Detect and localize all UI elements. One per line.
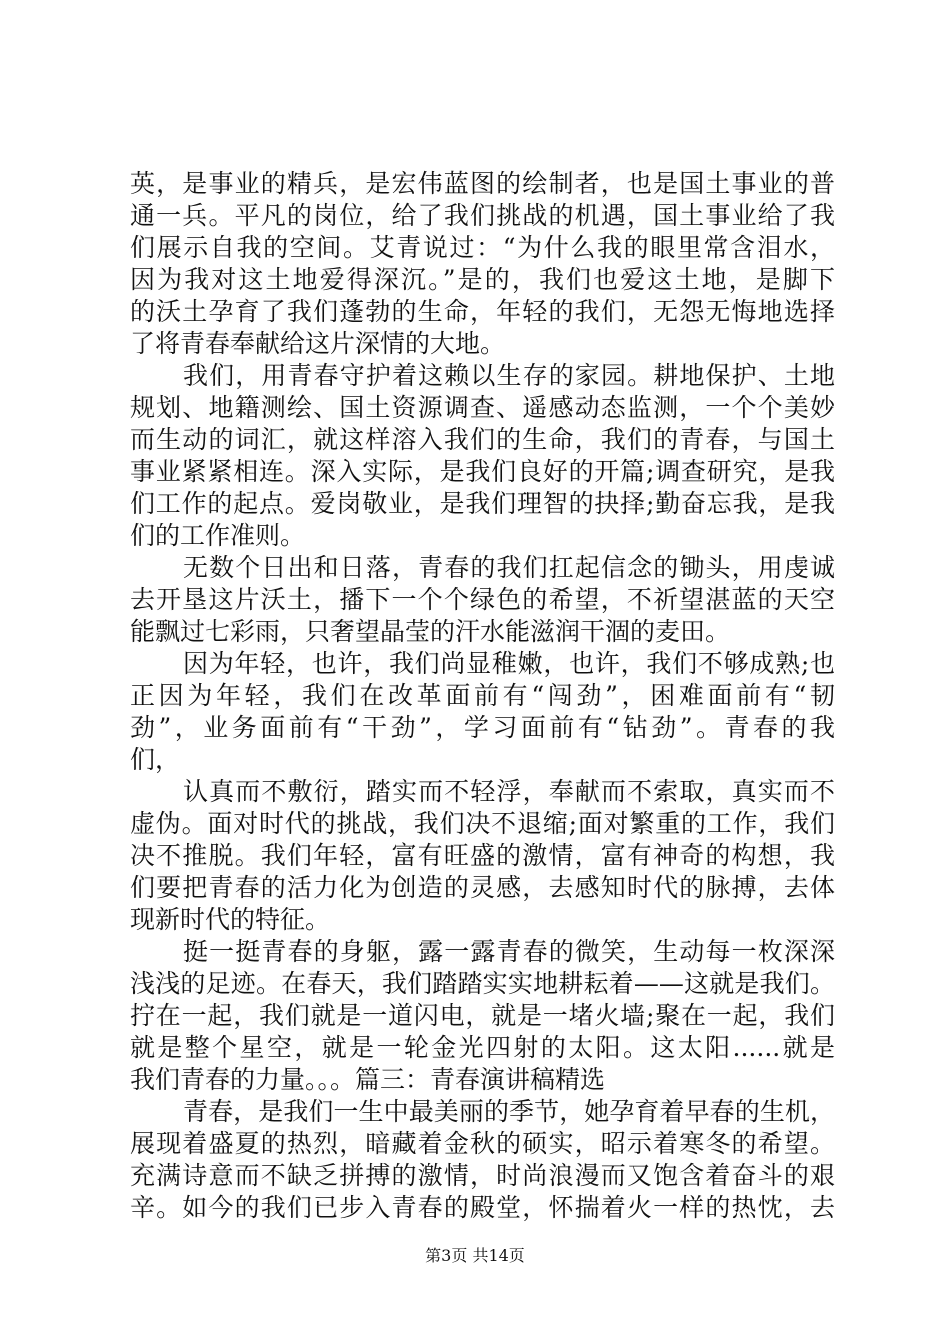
text-line: 能飘过七彩雨，只奢望晶莹的汗水能滋润干涸的麦田。 <box>130 617 731 646</box>
text-line: 青春，是我们一生中最美丽的季节，她孕育着早春的生机， <box>183 1097 835 1126</box>
text-line: 辛。如今的我们已步入青春的殿堂，怀揣着火一样的热忱，去 <box>130 1193 835 1222</box>
text-line: 我们，用青春守护着这赖以生存的家园。耕地保护、土地 <box>183 361 835 390</box>
text-line: 们的工作准则。 <box>130 521 306 550</box>
text-line: 们， <box>130 745 181 774</box>
text-line: 认真而不敷衍，踏实而不轻浮，奉献而不索取，真实而不 <box>183 777 835 806</box>
text-line: 们工作的起点。爱岗敬业，是我们理智的抉择;勤奋忘我，是我 <box>130 489 835 518</box>
text-line: 现新时代的特征。 <box>130 905 331 934</box>
text-line: 通一兵。平凡的岗位，给了我们挑战的机遇，国土事业给了我 <box>130 201 835 230</box>
text-line: 展现着盛夏的热烈，暗藏着金秋的硕实，昭示着寒冬的希望。 <box>130 1129 835 1158</box>
text-line: 的沃土孕育了我们蓬勃的生命，年轻的我们，无怨无悔地选择 <box>130 297 835 326</box>
text-line: 们要把青春的活力化为创造的灵感，去感知时代的脉搏，去体 <box>130 873 835 902</box>
text-line: 充满诗意而不缺乏拼搏的激情，时尚浪漫而又饱含着奋斗的艰 <box>130 1161 835 1190</box>
text-line: 无数个日出和日落，青春的我们扛起信念的锄头，用虔诚 <box>183 553 835 582</box>
text-line: 拧在一起，我们就是一道闪电，就是一堵火墙;聚在一起，我们 <box>130 1001 835 1030</box>
text-line: 我们青春的力量。。。篇三：青春演讲稿精选 <box>130 1065 606 1094</box>
page-number-footer: 第3页 共14页 <box>425 1246 525 1265</box>
text-line: 决不推脱。我们年轻，富有旺盛的激情，富有神奇的构想，我 <box>130 841 835 870</box>
text-line: 虚伪。面对时代的挑战，我们决不退缩;面对繁重的工作，我们 <box>130 809 835 838</box>
text-line: 去开垦这片沃土，播下一个个绿色的希望，不祈望湛蓝的天空 <box>130 585 835 614</box>
text-line: 规划、地籍测绘、国土资源调查、遥感动态监测，一个个美妙 <box>130 393 835 422</box>
text-line: 浅浅的足迹。在春天，我们踏踏实实地耕耘着——这就是我们。 <box>130 969 835 998</box>
text-line: 英，是事业的精兵，是宏伟蓝图的绘制者，也是国土事业的普 <box>130 169 835 198</box>
text-line: 因为年轻，也许，我们尚显稚嫩，也许，我们不够成熟;也 <box>183 649 835 678</box>
text-line: 事业紧紧相连。深入实际，是我们良好的开篇;调查研究，是我 <box>130 457 835 486</box>
text-line: 就是整个星空，就是一轮金光四射的太阳。这太阳......就是 <box>130 1033 835 1062</box>
document-body <box>130 168 835 1224</box>
text-line: 正因为年轻，我们在改革面前有“闯劲”，困难面前有“韧 <box>130 681 835 710</box>
text-line: 挺一挺青春的身躯，露一露青春的微笑，生动每一枚深深 <box>183 937 835 966</box>
text-line: 而生动的词汇，就这样溶入我们的生命，我们的青春，与国土 <box>130 425 835 454</box>
text-line: 们展示自我的空间。艾青说过：“为什么我的眼里常含泪水， <box>130 233 835 262</box>
text-line: 因为我对这土地爱得深沉。”是的，我们也爱这土地，是脚下 <box>130 265 835 294</box>
text-line: 劲”，业务面前有“干劲”，学习面前有“钻劲”。青春的我 <box>130 713 835 742</box>
text-line: 了将青春奉献给这片深情的大地。 <box>130 329 506 358</box>
